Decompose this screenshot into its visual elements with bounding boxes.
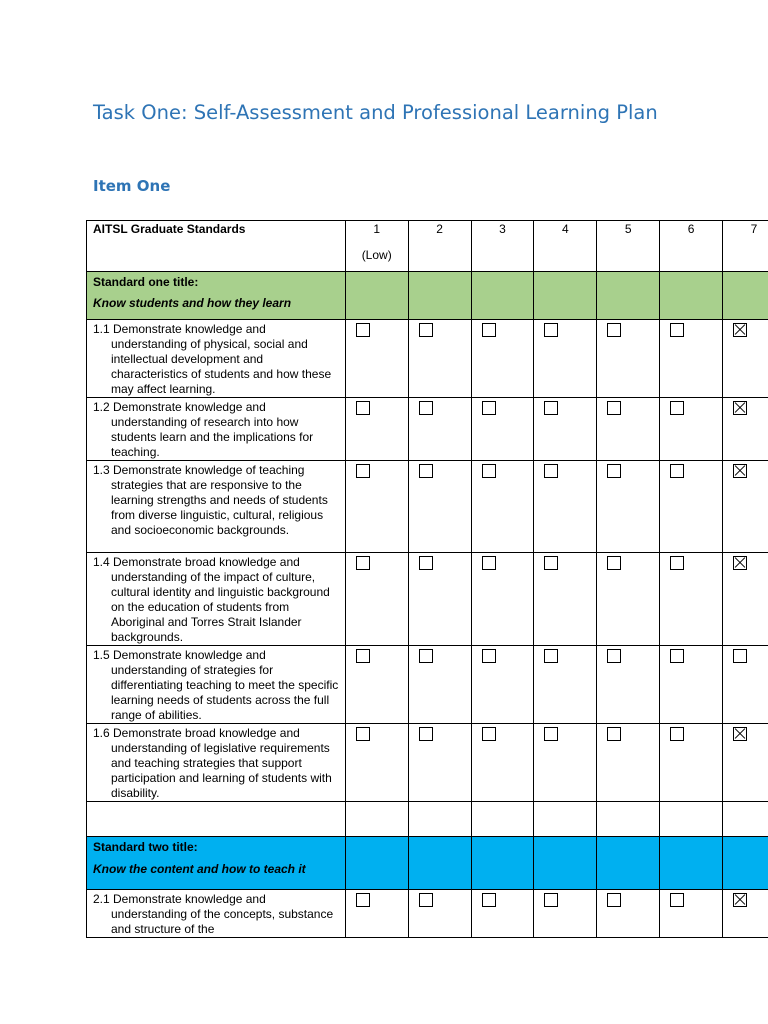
checkbox[interactable] xyxy=(670,893,684,907)
checkbox[interactable] xyxy=(356,323,370,337)
checkbox[interactable] xyxy=(607,401,621,415)
rating-cell xyxy=(345,646,408,724)
checkbox[interactable] xyxy=(670,323,684,337)
header-scale-1 xyxy=(345,221,408,272)
rating-cell xyxy=(408,461,471,553)
rating-cell xyxy=(723,646,768,724)
standard-one-name: Know students and how they learn xyxy=(93,296,292,310)
checked-checkbox[interactable] xyxy=(733,464,747,478)
checked-checkbox[interactable] xyxy=(733,727,747,741)
checkbox[interactable] xyxy=(607,649,621,663)
standard-two-name: Know the content and how to teach it xyxy=(93,862,306,876)
checkbox[interactable] xyxy=(482,727,496,741)
rating-cell xyxy=(597,553,660,646)
criterion-text: 1.5 Demonstrate knowledge and understanding of strategies for differentiating teaching to meet the specific learning needs of students across the full range of abilities. xyxy=(93,648,339,722)
rating-cell xyxy=(597,724,660,802)
checked-checkbox[interactable] xyxy=(733,556,747,570)
checkbox[interactable] xyxy=(733,649,747,663)
criterion-row xyxy=(87,553,768,646)
rating-cell xyxy=(345,890,408,938)
rating-cell xyxy=(471,724,534,802)
rating-cell xyxy=(597,890,660,938)
rating-cell xyxy=(597,461,660,553)
checkbox[interactable] xyxy=(356,464,370,478)
rating-cell xyxy=(408,646,471,724)
scale-number: 7 xyxy=(750,222,758,236)
checkbox[interactable] xyxy=(544,401,558,415)
checkbox[interactable] xyxy=(670,556,684,570)
checkbox[interactable] xyxy=(356,893,370,907)
criterion-cell xyxy=(87,724,346,802)
header-label: AITSL Graduate Standards xyxy=(93,222,246,236)
rating-cell xyxy=(660,320,723,398)
criterion-cell xyxy=(87,320,346,398)
rating-cell xyxy=(408,890,471,938)
standard-two-title: Standard two title: xyxy=(93,840,198,854)
criterion-cell xyxy=(87,398,346,461)
checkbox[interactable] xyxy=(482,401,496,415)
criterion-text: 1.3 Demonstrate knowledge of teaching strategies that are responsive to the learning strengths and needs of students from diverse linguistic, cultural, religious and socioeconomic backgrounds. xyxy=(93,463,328,537)
checkbox[interactable] xyxy=(544,556,558,570)
rating-cell xyxy=(345,461,408,553)
checkbox[interactable] xyxy=(607,464,621,478)
criterion-row xyxy=(87,890,768,938)
rating-cell xyxy=(345,553,408,646)
rating-cell xyxy=(471,461,534,553)
rating-cell xyxy=(723,398,768,461)
checkbox[interactable] xyxy=(544,323,558,337)
standard-two-row xyxy=(87,837,768,890)
checkbox[interactable] xyxy=(670,649,684,663)
self-assessment-table xyxy=(86,220,768,938)
rating-cell xyxy=(408,724,471,802)
checkbox[interactable] xyxy=(419,556,433,570)
criterion-row xyxy=(87,646,768,724)
standard-one-criteria xyxy=(87,320,768,802)
rating-cell xyxy=(597,398,660,461)
rating-cell xyxy=(534,724,597,802)
rating-cell xyxy=(471,890,534,938)
rating-cell xyxy=(534,398,597,461)
header-row xyxy=(87,221,768,272)
checkbox[interactable] xyxy=(607,556,621,570)
standard-one-row xyxy=(87,272,768,320)
header-scale-3 xyxy=(471,221,534,272)
standard-two-criteria xyxy=(87,890,768,938)
criterion-row xyxy=(87,398,768,461)
criterion-text: 1.6 Demonstrate broad knowledge and understanding of legislative requirements and teaching strategies that support participation and learning of students with disability. xyxy=(93,726,332,800)
scale-number: 2 xyxy=(436,222,443,236)
spacer-row xyxy=(87,802,768,837)
rating-cell xyxy=(723,461,768,553)
rating-cell xyxy=(723,890,768,938)
checkbox[interactable] xyxy=(607,893,621,907)
checkbox[interactable] xyxy=(419,464,433,478)
rating-cell xyxy=(660,646,723,724)
checkbox[interactable] xyxy=(544,893,558,907)
header-label-cell xyxy=(87,221,346,272)
rating-cell xyxy=(345,724,408,802)
rating-cell xyxy=(723,320,768,398)
checkbox[interactable] xyxy=(607,323,621,337)
checkbox[interactable] xyxy=(356,556,370,570)
checkbox[interactable] xyxy=(482,649,496,663)
rating-cell xyxy=(471,553,534,646)
rating-cell xyxy=(660,553,723,646)
rating-cell xyxy=(723,724,768,802)
rating-cell xyxy=(534,320,597,398)
checkbox[interactable] xyxy=(482,556,496,570)
scale-number: 4 xyxy=(561,222,569,236)
checkbox[interactable] xyxy=(482,464,496,478)
checkbox[interactable] xyxy=(419,727,433,741)
header-scale-2 xyxy=(408,221,471,272)
rating-cell xyxy=(597,320,660,398)
rating-cell xyxy=(660,461,723,553)
checkbox[interactable] xyxy=(544,464,558,478)
criterion-cell xyxy=(87,553,346,646)
checkbox[interactable] xyxy=(419,323,433,337)
standard-one-title: Standard one title: xyxy=(93,275,199,289)
rating-cell xyxy=(660,724,723,802)
criterion-row xyxy=(87,320,768,398)
rating-cell xyxy=(408,553,471,646)
checkbox[interactable] xyxy=(544,727,558,741)
checkbox[interactable] xyxy=(356,649,370,663)
checkbox[interactable] xyxy=(670,401,684,415)
rating-cell xyxy=(660,398,723,461)
rating-cell xyxy=(471,646,534,724)
checkbox[interactable] xyxy=(419,401,433,415)
header-scale-5 xyxy=(597,221,660,272)
criterion-row xyxy=(87,461,768,553)
rating-cell xyxy=(471,320,534,398)
criterion-text: 1.2 Demonstrate knowledge and understanding of research into how students learn and the implications for teaching. xyxy=(93,400,314,459)
checkbox[interactable] xyxy=(670,464,684,478)
header-scale-4 xyxy=(534,221,597,272)
header-scale-6 xyxy=(660,221,723,272)
checkbox[interactable] xyxy=(482,323,496,337)
checked-checkbox[interactable] xyxy=(733,401,747,415)
rating-cell xyxy=(660,890,723,938)
checkbox[interactable] xyxy=(419,893,433,907)
checkbox[interactable] xyxy=(419,649,433,663)
criterion-cell xyxy=(87,646,346,724)
scale-number: 1 xyxy=(373,222,381,236)
checkbox[interactable] xyxy=(482,893,496,907)
checkbox[interactable] xyxy=(607,727,621,741)
rating-cell xyxy=(597,646,660,724)
criterion-text: 2.1 Demonstrate knowledge and understanding of the concepts, substance and structure of the xyxy=(93,892,334,936)
checkbox[interactable] xyxy=(356,727,370,741)
checked-checkbox[interactable] xyxy=(733,323,747,337)
rating-cell xyxy=(408,398,471,461)
criterion-cell xyxy=(87,890,346,938)
rating-cell xyxy=(534,461,597,553)
criterion-text: 1.4 Demonstrate broad knowledge and understanding of the impact of culture, cultural identity and linguistic background on the education of students from Aboriginal and Torres Strait Islander backgrounds. xyxy=(93,555,330,644)
rating-cell xyxy=(534,553,597,646)
low-label: (Low) xyxy=(361,248,392,262)
rating-cell xyxy=(345,320,408,398)
rating-cell xyxy=(723,553,768,646)
criterion-cell xyxy=(87,461,346,553)
rating-cell xyxy=(471,398,534,461)
header-scale-7 xyxy=(723,221,768,272)
page-title: Task One: Self-Assessment and Professional Learning Plan xyxy=(93,101,658,124)
rating-cell xyxy=(534,646,597,724)
standard-two-cell xyxy=(87,837,346,890)
scale-number: 5 xyxy=(624,222,632,236)
section-title: Item One xyxy=(93,177,171,195)
criterion-row xyxy=(87,724,768,802)
rating-cell xyxy=(534,890,597,938)
scale-number: 6 xyxy=(687,222,695,236)
standard-one-cell xyxy=(87,272,346,320)
checkbox[interactable] xyxy=(670,727,684,741)
criterion-text: 1.1 Demonstrate knowledge and understanding of physical, social and intellectual development and characteristics of students and how these may affect learning. xyxy=(93,322,332,396)
rating-cell xyxy=(345,398,408,461)
scale-number: 3 xyxy=(499,222,506,236)
checked-checkbox[interactable] xyxy=(733,893,747,907)
checkbox[interactable] xyxy=(356,401,370,415)
checkbox[interactable] xyxy=(544,649,558,663)
rating-cell xyxy=(408,320,471,398)
